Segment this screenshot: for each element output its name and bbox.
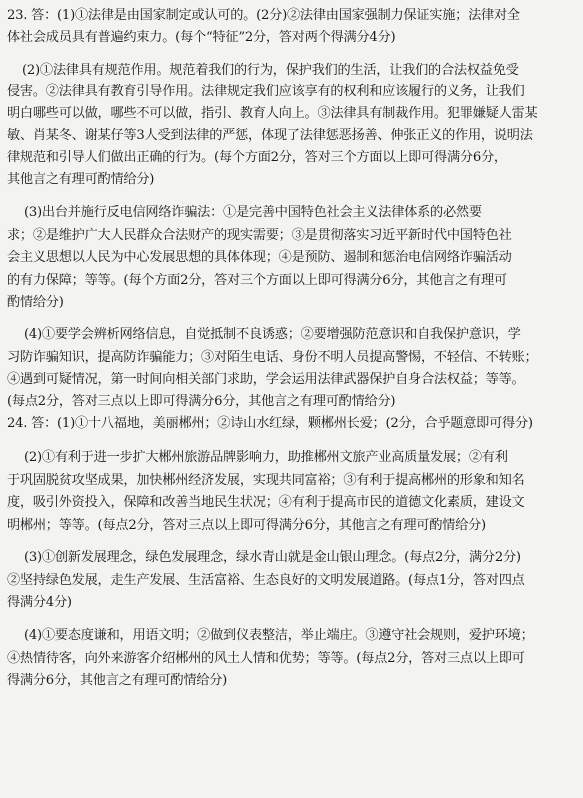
q24-part2-line-1: (2)①有利于进一步扩大郴州旅游品牌影响力，助推郴州文旅产业高质量发展；②有利: [24, 450, 508, 465]
q23-line-2: 体社会成员具有普遍约束力。(每个“特征”2分，答对两个得满分4分): [7, 30, 396, 45]
q23-part2-line-4: 敏、肖某冬、谢某仔等3人受到法律的严惩，体现了法律惩恶扬善、伸张正义的作用，说明法: [7, 128, 533, 143]
q23-part4-line-2: 习防诈骗知识，提高防诈骗能力；③对陌生电话、身份不明人员提高警惕，不轻信、不转账；: [7, 350, 538, 365]
q24-part4-line-3: 得满分6分，其他言之有理可酌情给分): [7, 673, 228, 688]
q24-part2-line-3: 度，吸引外资投入，保障和改善当地民生状况；④有利于提高市民的道德文化素质，建设文: [7, 495, 525, 510]
q23-part4-line-3: ④遇到可疑情况，第一时间向相关部门求助，学会运用法律武器保护自身合法权益；等等。: [7, 372, 525, 387]
q23-part3-line-2: 求；②是维护广大人民群众合法财产的现实需要；③是贯彻落实习近平新时代中国特色社: [7, 228, 512, 243]
q24-part4-line-1: (4)①要态度谦和，用语文明；②做到仪表整洁，举止端庄。③遵守社会规则，爱护环境；: [24, 628, 534, 643]
q23-part2-line-1: (2)①法律具有规范作用。规范着我们的行为，保护我们的生活，让我们的合法权益免受: [22, 63, 519, 78]
q23-part2-line-5: 律规范和引导人们做出正确的行为。(每个方面2分，答对三个方面以上即可得满分6分，: [7, 150, 507, 165]
q23-line-1: 23. 答：(1)①法律是由国家制定或认可的。(2分)②法律由国家强制力保证实施；法律对全: [7, 8, 520, 23]
q23-part3-line-5: 酌情给分): [7, 295, 64, 310]
q24-line-1: 24. 答：(1)①十八福地，美丽郴州；②诗山水红绿，颗郴州长爱；(2分，合乎题意即可得分): [7, 416, 533, 431]
q24-part4-line-2: ④热情待客，向外来游客介绍郴州的风土人情和优势；等等。(每点2分，答对三点以上即可: [7, 651, 525, 666]
q23-part3-line-4: 的有力保障；等等。(每个方面2分，答对三个方面以上即可得满分6分，其他言之有理可: [7, 273, 507, 288]
q24-part3-line-1: (3)①创新发展理念，绿色发展理念，绿水青山就是金山银山理念。(每点2分，满分2分): [24, 550, 521, 565]
q23-part4-line-4: (每点2分，答对三点以上即可得满分6分，其他言之有理可酌情给分): [7, 394, 396, 409]
q24-part2-line-2: 于巩固脱贫攻坚成果，加快郴州经济发展，实现共同富裕；③有利于提高郴州的形象和知名: [7, 473, 525, 488]
q24-part3-line-3: 得满分4分): [7, 595, 72, 610]
q23-part2-line-6: 其他言之有理可酌情给分): [7, 172, 155, 187]
q23-part3-line-3: 会主义思想以人民为中心发展思想的具体体现；④是预防、遏制和惩治电信网络诈骗活动: [7, 250, 512, 265]
q23-part2-line-2: 侵害。②法律具有教育引导作用。法律规定我们应该享有的权利和应该履行的义务，让我们: [7, 84, 525, 99]
q23-part2-line-3: 明白哪些可以做，哪些不可以做，指引、教育人向上。③法律具有制裁作用。犯罪嫌疑人雷某: [7, 106, 538, 121]
q24-part2-line-4: 明郴州；等等。(每点2分，答对三点以上即可得满分6分，其他言之有理可酌情给分): [7, 518, 486, 533]
q23-part3-line-1: (3)出台并施行反电信网络诈骗法：①是完善中国特色社会主义法律体系的必然要: [24, 205, 482, 220]
q24-part3-line-2: ②坚持绿色发展，走生产发展、生活富裕、生态良好的文明发展道路。(每点1分，答对四点: [7, 573, 525, 588]
q23-part4-line-1: (4)①要学会辨析网络信息，自觉抵制不良诱惑；②要增强防范意识和自我保护意识，学: [24, 327, 521, 342]
